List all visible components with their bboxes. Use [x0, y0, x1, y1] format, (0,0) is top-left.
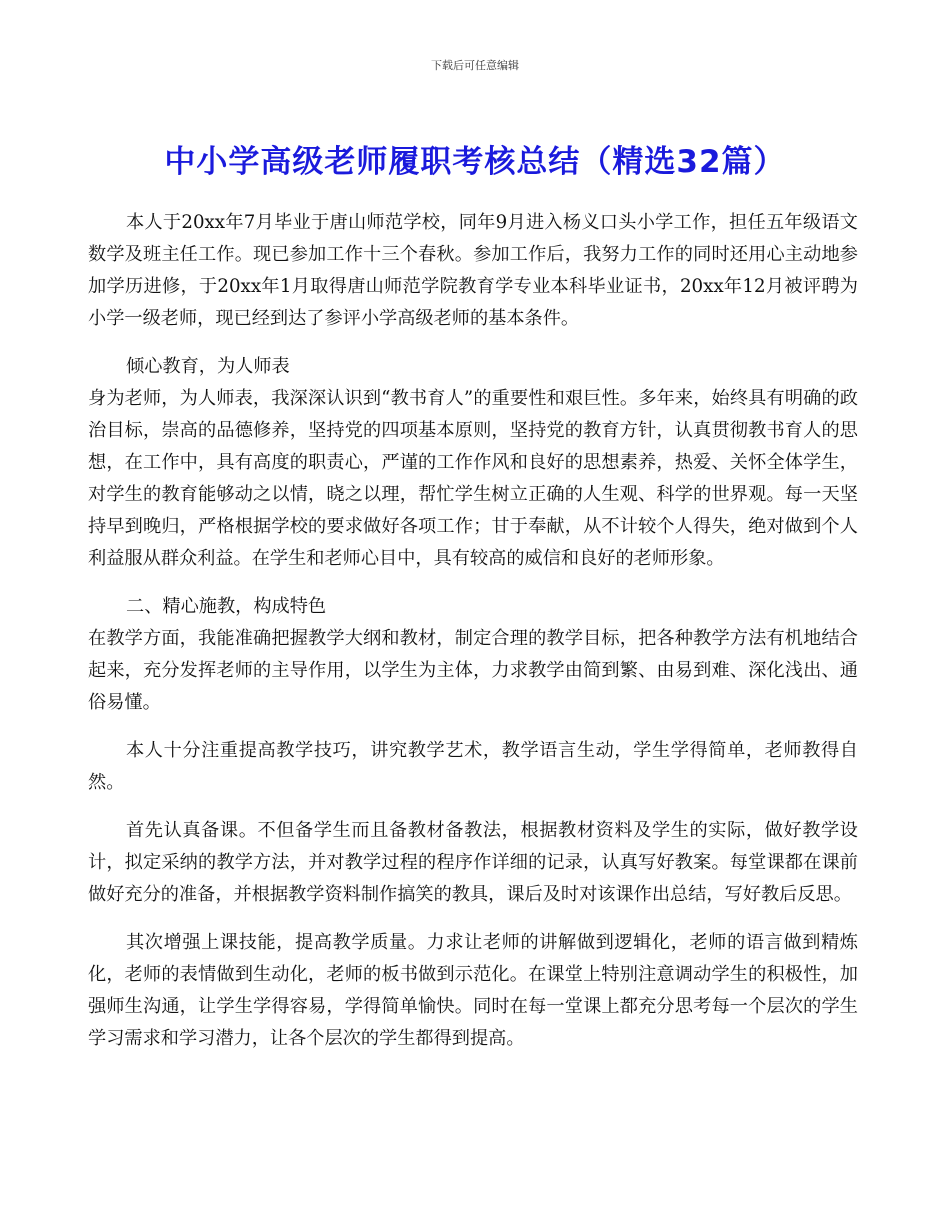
- paragraph-teaching-method: 在教学方面，我能准确把握教学大纲和教材，制定合理的教学目标，把各种教学方法有机地结合起来，充分发挥老师的主导作用，以学生为主体，力求教学由简到繁、由易到难、深化浅出、通俗易懂。: [88, 628, 858, 713]
- document-body: [88, 207, 858, 1055]
- paragraph-lesson-prep: 首先认真备课。不但备学生而且备教材备教法，根据教材资料及学生的实际，做好教学设计，拟定采纳的教学方法，并对教学过程的程序作详细的记录，认真写好教案。每堂课都在课前做好充分的准备，并根据教学资料制作搞笑的教具，课后及时对该课作出总结，写好教后反思。: [88, 820, 858, 905]
- section-heading-1: 倾心教育，为人师表: [126, 356, 290, 377]
- paragraph-teaching-skill: 本人十分注重提高教学技巧，讲究教学艺术，教学语言生动，学生学得简单，老师教得自然。: [88, 740, 858, 793]
- paragraph-class-skill: 其次增强上课技能，提高教学质量。力求让老师的讲解做到逻辑化，老师的语言做到精炼化，老师的表情做到生动化，老师的板书做到示范化。在课堂上特别注意调动学生的积极性，加强师生沟通，让学生学得容易，学得简单愉快。同时在每一堂课上都充分思考每一个层次的学生学习需求和学习潜力，让各个层次的学生都得到提高。: [88, 932, 858, 1049]
- paragraph-intro: 本人于20xx年7月毕业于唐山师范学校，同年9月进入杨义口头小学工作，担任五年级语文数学及班主任工作。现已参加工作十三个春秋。参加工作后，我努力工作的同时还用心主动地参加学历进修，于20xx年1月取得唐山师范学院教育学专业本科毕业证书，20xx年12月被评聘为小学一级老师，现已经到达了参评小学高级老师的基本条件。: [88, 212, 858, 329]
- header-note: 下载后可任意编辑: [431, 59, 519, 72]
- document-title: 中小学高级老师履职考核总结（精选32篇）: [164, 144, 786, 180]
- paragraph-section-1: 身为老师，为人师表，我深深认识到“教书育人”的重要性和艰巨性。多年来，始终具有明确的政治目标，崇高的品德修养，坚持党的四项基本原则，坚持党的教育方针，认真贯彻教书育人的思想，在工作中，具有高度的职责心，严谨的工作作风和良好的思想素养，热爱、关怀全体学生，对学生的教育能够动之以情，晓之以理，帮忙学生树立正确的人生观、科学的世界观。每一天坚持早到晚归，严格根据学校的要求做好各项工作；甘于奉献，从不计较个人得失，绝对做到个人利益服从群众利益。在学生和老师心目中，具有较高的威信和良好的老师形象。: [88, 388, 858, 569]
- section-heading-2: 二、精心施教，构成特色: [126, 596, 327, 617]
